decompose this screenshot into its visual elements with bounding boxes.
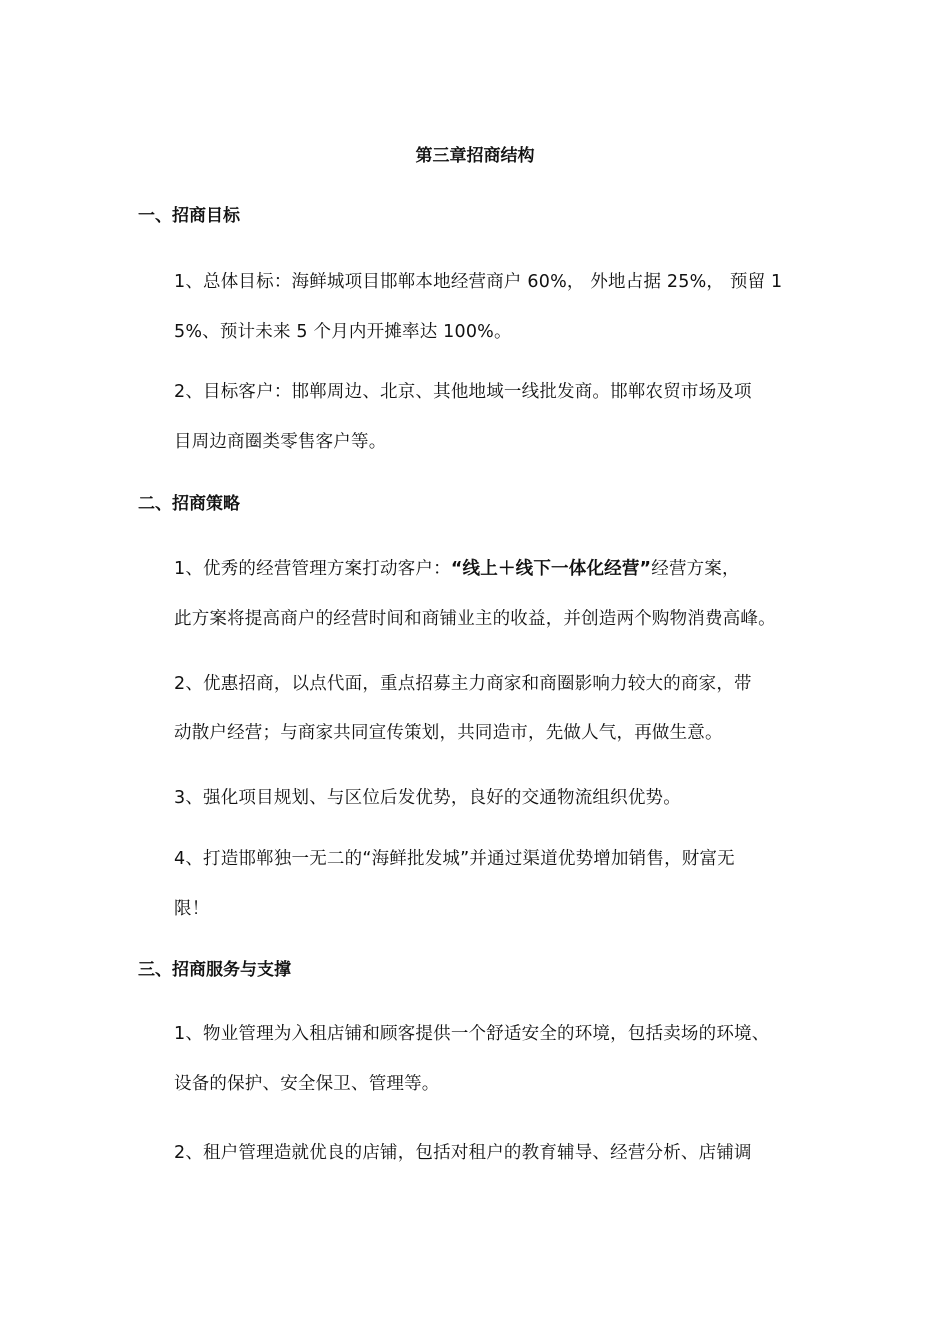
paragraph-line: 此方案将提高商户的经营时间和商铺业主的收益，并创造两个购物消费高峰。 <box>174 609 776 629</box>
section-heading-strategy: 二、招商策略 <box>138 494 240 514</box>
paragraph-line: 限！ <box>174 899 210 919</box>
paragraph-line: 3、强化项目规划、与区位后发优势，良好的交通物流组织优势。 <box>174 788 681 808</box>
section-heading-services: 三、招商服务与支撑 <box>138 960 291 980</box>
paragraph-line: 2、优惠招商，以点代面，重点招募主力商家和商圈影响力较大的商家，带 <box>174 674 752 694</box>
paragraph-line: 1、物业管理为入租店铺和顾客提供一个舒适安全的环境，包括卖场的环境、 <box>174 1024 770 1044</box>
paragraph-line: 动散户经营；与商家共同宣传策划，共同造市，先做人气，再做生意。 <box>174 723 723 743</box>
paragraph-line: 2、目标客户：邯郸周边、北京、其他地域一线批发商。邯郸农贸市场及项 <box>174 382 752 402</box>
emphasized-text: “线上＋线下一体化经营” <box>450 559 652 579</box>
chapter-title: 第三章招商结构 <box>415 146 535 166</box>
paragraph-text: 经营方案， <box>651 559 740 579</box>
paragraph-line: 4、打造邯郸独一无二的“海鲜批发城”并通过渠道优势增加销售，财富无 <box>174 849 735 869</box>
paragraph-text: 1、优秀的经营管理方案打动客户： <box>174 559 451 579</box>
paragraph-line: 2、租户管理造就优良的店铺，包括对租户的教育辅导、经营分析、店铺调 <box>174 1143 752 1163</box>
paragraph-line: 设备的保护、安全保卫、管理等。 <box>174 1074 440 1094</box>
paragraph-line: 1、总体目标：海鲜城项目邯郸本地经营商户 60%， 外地占据 25%， 预留 1 <box>174 272 783 292</box>
paragraph-line: 目周边商圈类零售客户等。 <box>174 432 387 452</box>
paragraph-line <box>174 557 740 581</box>
paragraph-line: 5%、预计未来 5 个月内开摊率达 100%。 <box>174 322 512 342</box>
section-heading-targets: 一、招商目标 <box>138 206 240 226</box>
